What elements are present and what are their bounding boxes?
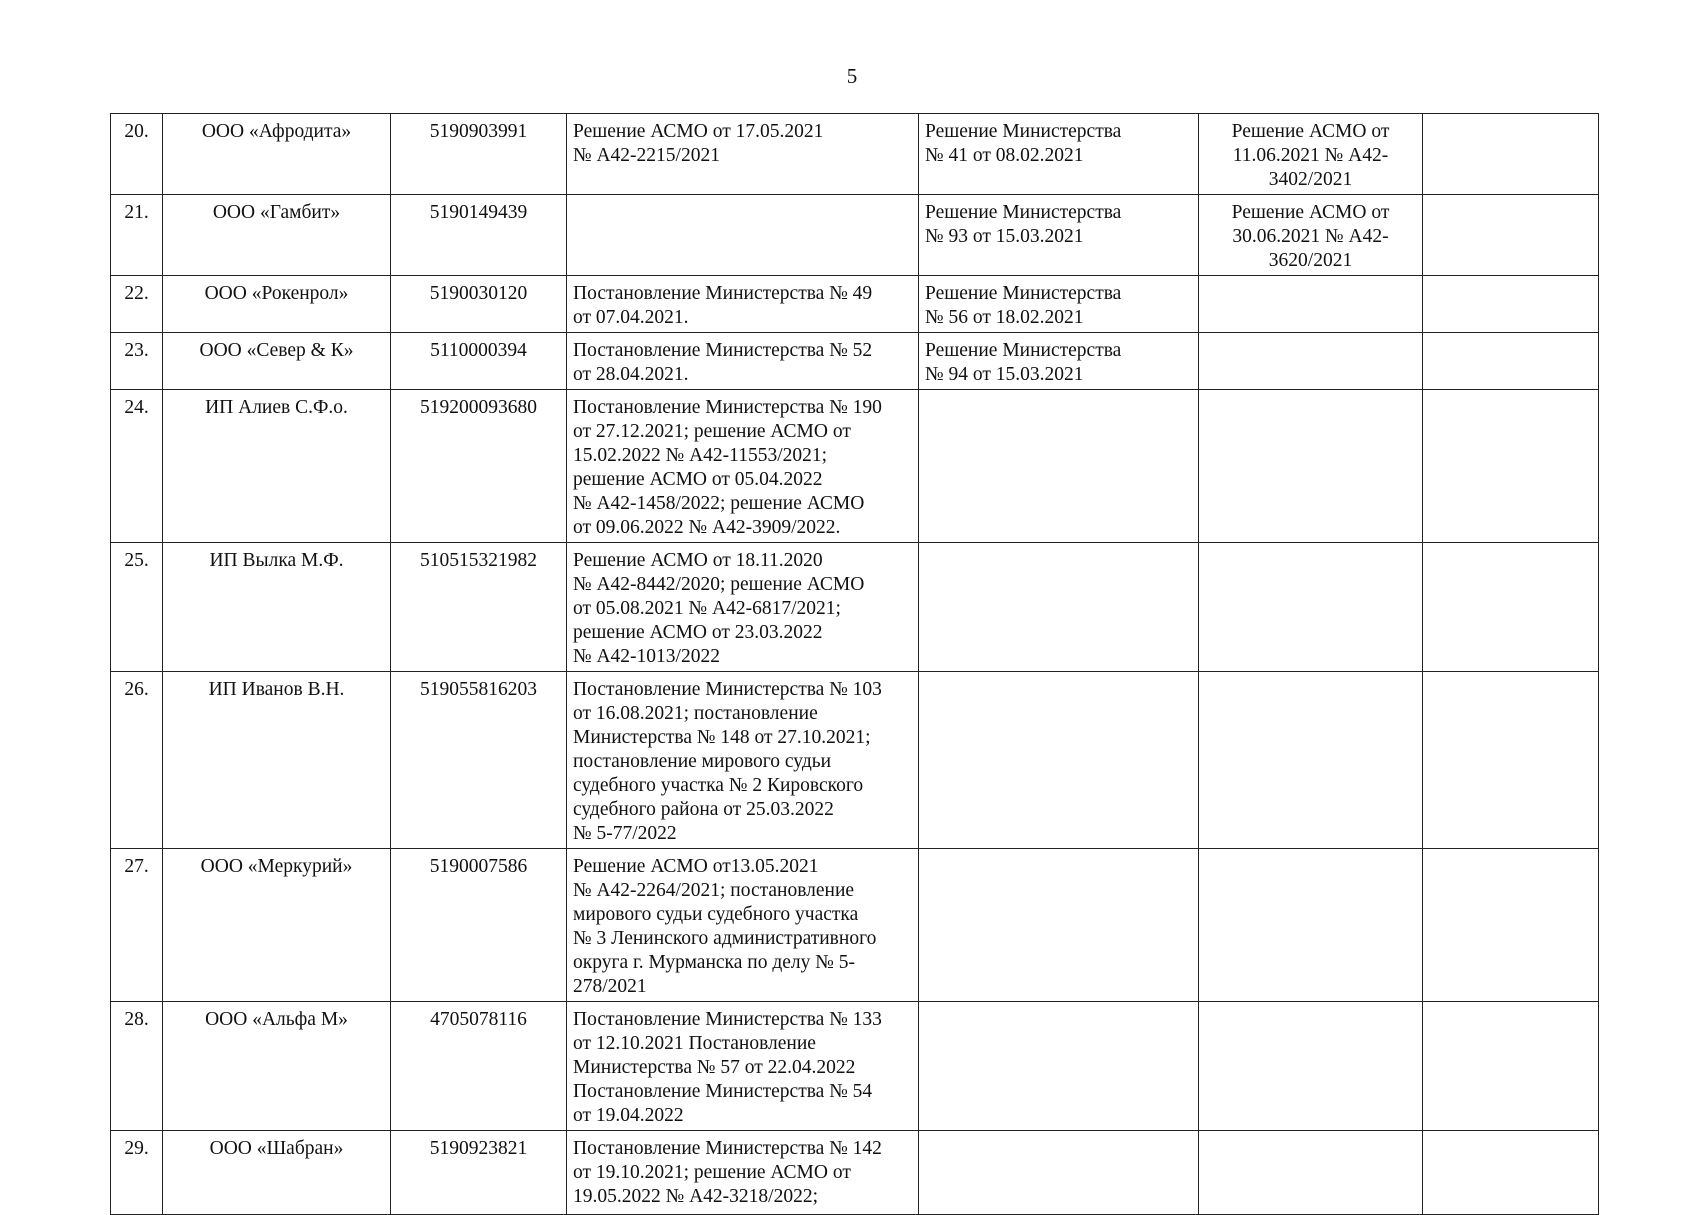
decisions-column-5-cell — [919, 333, 1199, 390]
organization-name-cell — [163, 333, 391, 390]
decisions-column-6-cell — [1199, 114, 1423, 195]
decisions-column-4: Постановление Министерства № 103 от 16.08.2021; постановление Министерства № 148 от 27.10.2021; постановление мирового судьи судебного участка № 2 Кировского судебного района от 25.03.2022 № 5-77/2022 — [573, 679, 882, 844]
row-number: 20. — [124, 121, 149, 142]
organization-name: ИП Вылка М.Ф. — [209, 550, 344, 571]
inn-number-cell — [391, 390, 567, 543]
inn-number: 5190030120 — [429, 283, 528, 304]
row-number: 29. — [124, 1138, 149, 1159]
decisions-column-4: Постановление Министерства № 133 от 12.10.2021 Постановление Министерства № 57 от 22.04.2022 Постановление Министерства № 54 от 19.04.2022 — [573, 1009, 882, 1126]
decisions-column-6: Решение АСМО от 30.06.2021 № А42- 3620/2021 — [1231, 202, 1390, 271]
row-number-cell — [111, 276, 163, 333]
row-number: 27. — [124, 856, 149, 877]
inn-number: 510515321982 — [420, 550, 537, 571]
decisions-column-6-cell — [1199, 1131, 1423, 1215]
table-row — [111, 114, 1599, 195]
table-row — [111, 1131, 1599, 1215]
decisions-column-4: Постановление Министерства № 190 от 27.12.2021; решение АСМО от 15.02.2022 № А42-11553/2021; решение АСМО от 05.04.2022 № А42-1458/2022; решение АСМО от 09.06.2022 № А42-3909/2022. — [573, 397, 882, 538]
decisions-column-5-cell — [919, 114, 1199, 195]
organization-name: ИП Алиев С.Ф.о. — [205, 397, 348, 418]
organization-name: ООО «Альфа М» — [205, 1009, 348, 1030]
inn-number: 519200093680 — [420, 397, 537, 418]
decisions-column-4-cell — [567, 390, 919, 543]
decisions-column-4-cell — [567, 195, 919, 276]
inn-number: 5190903991 — [429, 121, 528, 142]
inn-number-cell — [391, 672, 567, 849]
decisions-column-4: Решение АСМО от 17.05.2021 № А42-2215/2021 — [573, 121, 824, 166]
decisions-column-7-cell — [1423, 195, 1599, 276]
organization-name-cell — [163, 276, 391, 333]
page-number: 5 — [846, 64, 858, 88]
decisions-column-5-cell — [919, 1131, 1199, 1215]
table-row — [111, 849, 1599, 1002]
decisions-column-7-cell — [1423, 1131, 1599, 1215]
row-number: 23. — [124, 340, 149, 361]
decisions-column-7-cell — [1423, 672, 1599, 849]
inn-number-cell — [391, 1002, 567, 1131]
decisions-column-6-cell — [1199, 390, 1423, 543]
decisions-column-4: Постановление Министерства № 142 от 19.10.2021; решение АСМО от 19.05.2022 № А42-3218/2022; — [573, 1138, 882, 1207]
table-row — [111, 333, 1599, 390]
decisions-column-7-cell — [1423, 543, 1599, 672]
inn-number: 5190923821 — [429, 1138, 528, 1159]
inn-number-cell — [391, 114, 567, 195]
row-number-cell — [111, 543, 163, 672]
decisions-column-6-cell — [1199, 276, 1423, 333]
decisions-column-4: Решение АСМО от13.05.2021 № А42-2264/2021; постановление мирового судьи судебного участка № 3 Ленинского административного округа г. Мурманска по делу № 5- 278/2021 — [573, 856, 877, 997]
decisions-column-5: Решение Министерства № 94 от 15.03.2021 — [925, 340, 1122, 385]
organization-name: ООО «Меркурий» — [200, 856, 353, 877]
decisions-column-4: Постановление Министерства № 52 от 28.04.2021. — [573, 340, 873, 385]
row-number: 25. — [124, 550, 149, 571]
decisions-column-5-cell — [919, 543, 1199, 672]
row-number-cell — [111, 114, 163, 195]
inn-number: 4705078116 — [430, 1009, 527, 1030]
decisions-column-5: Решение Министерства № 93 от 15.03.2021 — [925, 202, 1122, 247]
row-number-cell — [111, 849, 163, 1002]
decisions-column-5: Решение Министерства № 56 от 18.02.2021 — [925, 283, 1122, 328]
organization-name: ООО «Шабран» — [209, 1138, 344, 1159]
organization-name-cell — [163, 1131, 391, 1215]
organization-name-cell — [163, 195, 391, 276]
row-number: 26. — [124, 679, 149, 700]
decisions-column-6-cell — [1199, 195, 1423, 276]
decisions-column-4-cell — [567, 1131, 919, 1215]
registry-rows — [111, 114, 1599, 1215]
organization-name-cell — [163, 390, 391, 543]
organization-name: ООО «Север & К» — [199, 340, 354, 361]
decisions-column-4-cell — [567, 672, 919, 849]
organization-name-cell — [163, 543, 391, 672]
decisions-column-4-cell — [567, 333, 919, 390]
decisions-column-7-cell — [1423, 390, 1599, 543]
decisions-column-6-cell — [1199, 1002, 1423, 1131]
table-row — [111, 1002, 1599, 1131]
row-number-cell — [111, 672, 163, 849]
organization-name-cell — [163, 849, 391, 1002]
inn-number-cell — [391, 543, 567, 672]
decisions-column-5-cell — [919, 390, 1199, 543]
decisions-column-7-cell — [1423, 114, 1599, 195]
decisions-column-5: Решение Министерства № 41 от 08.02.2021 — [925, 121, 1122, 166]
decisions-column-4-cell — [567, 114, 919, 195]
decisions-column-4: Решение АСМО от 18.11.2020 № А42-8442/2020; решение АСМО от 05.08.2021 № А42-6817/2021; решение АСМО от 23.03.2022 № А42-1013/2022 — [573, 550, 865, 667]
organization-name-cell — [163, 1002, 391, 1131]
inn-number-cell — [391, 195, 567, 276]
row-number: 22. — [124, 283, 149, 304]
organization-name: ИП Иванов В.Н. — [208, 679, 345, 700]
decisions-column-5-cell — [919, 672, 1199, 849]
decisions-column-4-cell — [567, 1002, 919, 1131]
table-row — [111, 390, 1599, 543]
decisions-column-6-cell — [1199, 672, 1423, 849]
decisions-column-6-cell — [1199, 849, 1423, 1002]
organization-name: ООО «Афродита» — [201, 121, 352, 142]
decisions-column-4-cell — [567, 543, 919, 672]
decisions-column-5-cell — [919, 849, 1199, 1002]
table-row — [111, 543, 1599, 672]
row-number-cell — [111, 1002, 163, 1131]
decisions-column-7-cell — [1423, 1002, 1599, 1131]
decisions-column-4-cell — [567, 849, 919, 1002]
inn-number: 519055816203 — [420, 679, 537, 700]
inn-number-cell — [391, 1131, 567, 1215]
decisions-column-5-cell — [919, 195, 1199, 276]
organization-name: ООО «Гамбит» — [212, 202, 341, 223]
row-number: 28. — [124, 1009, 149, 1030]
table-row — [111, 672, 1599, 849]
row-number-cell — [111, 333, 163, 390]
decisions-column-4-cell — [567, 276, 919, 333]
table-row — [111, 276, 1599, 333]
organization-name-cell — [163, 672, 391, 849]
row-number-cell — [111, 1131, 163, 1215]
inn-number-cell — [391, 333, 567, 390]
organization-name-cell — [163, 114, 391, 195]
decisions-column-6-cell — [1199, 333, 1423, 390]
inn-number-cell — [391, 276, 567, 333]
inn-number: 5190007586 — [429, 856, 528, 877]
row-number-cell — [111, 390, 163, 543]
row-number-cell — [111, 195, 163, 276]
decisions-column-7-cell — [1423, 333, 1599, 390]
decisions-column-7-cell — [1423, 849, 1599, 1002]
row-number: 24. — [124, 397, 149, 418]
decisions-column-7-cell — [1423, 276, 1599, 333]
table-row — [111, 195, 1599, 276]
organization-name: ООО «Рокенрол» — [204, 283, 349, 304]
decisions-column-4: Постановление Министерства № 49 от 07.04.2021. — [573, 283, 873, 328]
inn-number: 5190149439 — [429, 202, 528, 223]
inn-number: 5110000394 — [430, 340, 527, 361]
decisions-column-5-cell — [919, 276, 1199, 333]
decisions-column-6: Решение АСМО от 11.06.2021 № А42- 3402/2021 — [1231, 121, 1390, 190]
inn-number-cell — [391, 849, 567, 1002]
row-number: 21. — [124, 202, 149, 223]
decisions-column-6-cell — [1199, 543, 1423, 672]
decisions-column-5-cell — [919, 1002, 1199, 1131]
registry-table — [110, 113, 1599, 1215]
